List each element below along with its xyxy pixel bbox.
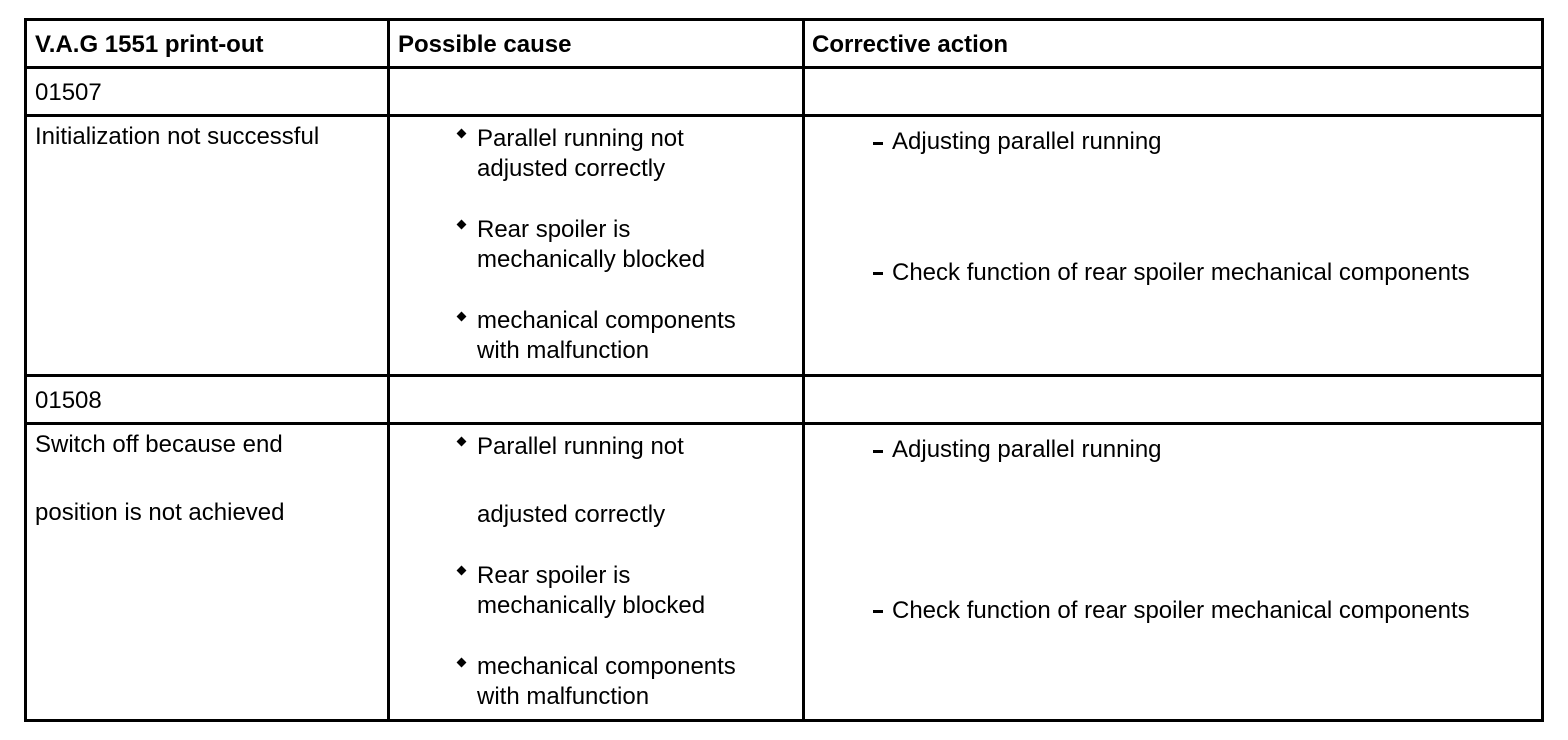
fault-code-cell [27, 377, 390, 422]
table-header-row [27, 21, 1541, 69]
cause-line: Rear spoiler is [477, 562, 631, 589]
fault-code-row [27, 377, 1541, 425]
fault-description: Switch off because end [35, 431, 283, 458]
action-line: Adjusting parallel running [892, 436, 1162, 463]
dash-bullet-icon [873, 272, 883, 275]
diamond-bullet-icon [457, 658, 466, 667]
diamond-bullet-icon [457, 312, 466, 321]
action-line: Adjusting parallel running [892, 128, 1162, 155]
troubleshooting-table [24, 18, 1544, 722]
header-action-label: Corrective action [812, 31, 1009, 58]
possible-cause-cell [390, 425, 805, 719]
cause-line: Rear spoiler is [477, 216, 631, 243]
fault-description-cell [27, 425, 390, 719]
empty-cell [805, 69, 1541, 114]
diamond-bullet-icon [457, 129, 466, 138]
fault-description-cell [27, 117, 390, 374]
cause-line: mechanical components [477, 653, 736, 680]
dash-bullet-icon [873, 450, 883, 453]
header-cause-label: Possible cause [398, 31, 572, 58]
cause-line: adjusted correctly [477, 155, 666, 182]
cause-line: mechanically blocked [477, 592, 706, 619]
dash-bullet-icon [873, 610, 883, 613]
cause-line: with malfunction [477, 337, 650, 364]
action-line: Check function of rear spoiler mechanical components [892, 259, 1470, 286]
fault-detail-row [27, 117, 1541, 377]
action-line: Check function of rear spoiler mechanical components [892, 597, 1470, 624]
possible-cause-cell [390, 117, 805, 374]
diamond-bullet-icon [457, 566, 466, 575]
dash-bullet-icon [873, 142, 883, 145]
header-cell-cause [390, 21, 805, 66]
header-cell-action [805, 21, 1541, 66]
diamond-bullet-icon [457, 220, 466, 229]
empty-cell [805, 377, 1541, 422]
fault-description: Initialization not successful [35, 123, 320, 150]
fault-detail-row [27, 425, 1541, 719]
header-printout-label: V.A.G 1551 print-out [35, 31, 264, 58]
fault-code: 01507 [35, 79, 102, 106]
cause-line: mechanical components [477, 307, 736, 334]
cause-line: Parallel running not [477, 125, 684, 152]
cause-line: mechanically blocked [477, 246, 706, 273]
fault-description: position is not achieved [35, 499, 285, 526]
diamond-bullet-icon [457, 437, 466, 446]
fault-code-row [27, 69, 1541, 117]
empty-cell [390, 69, 805, 114]
fault-code-cell [27, 69, 390, 114]
cause-line: with malfunction [477, 683, 650, 710]
fault-code: 01508 [35, 387, 102, 414]
cause-line: Parallel running not [477, 433, 684, 460]
corrective-action-cell [805, 117, 1541, 374]
header-cell-printout [27, 21, 390, 66]
empty-cell [390, 377, 805, 422]
cause-line: adjusted correctly [477, 501, 666, 528]
corrective-action-cell [805, 425, 1541, 719]
